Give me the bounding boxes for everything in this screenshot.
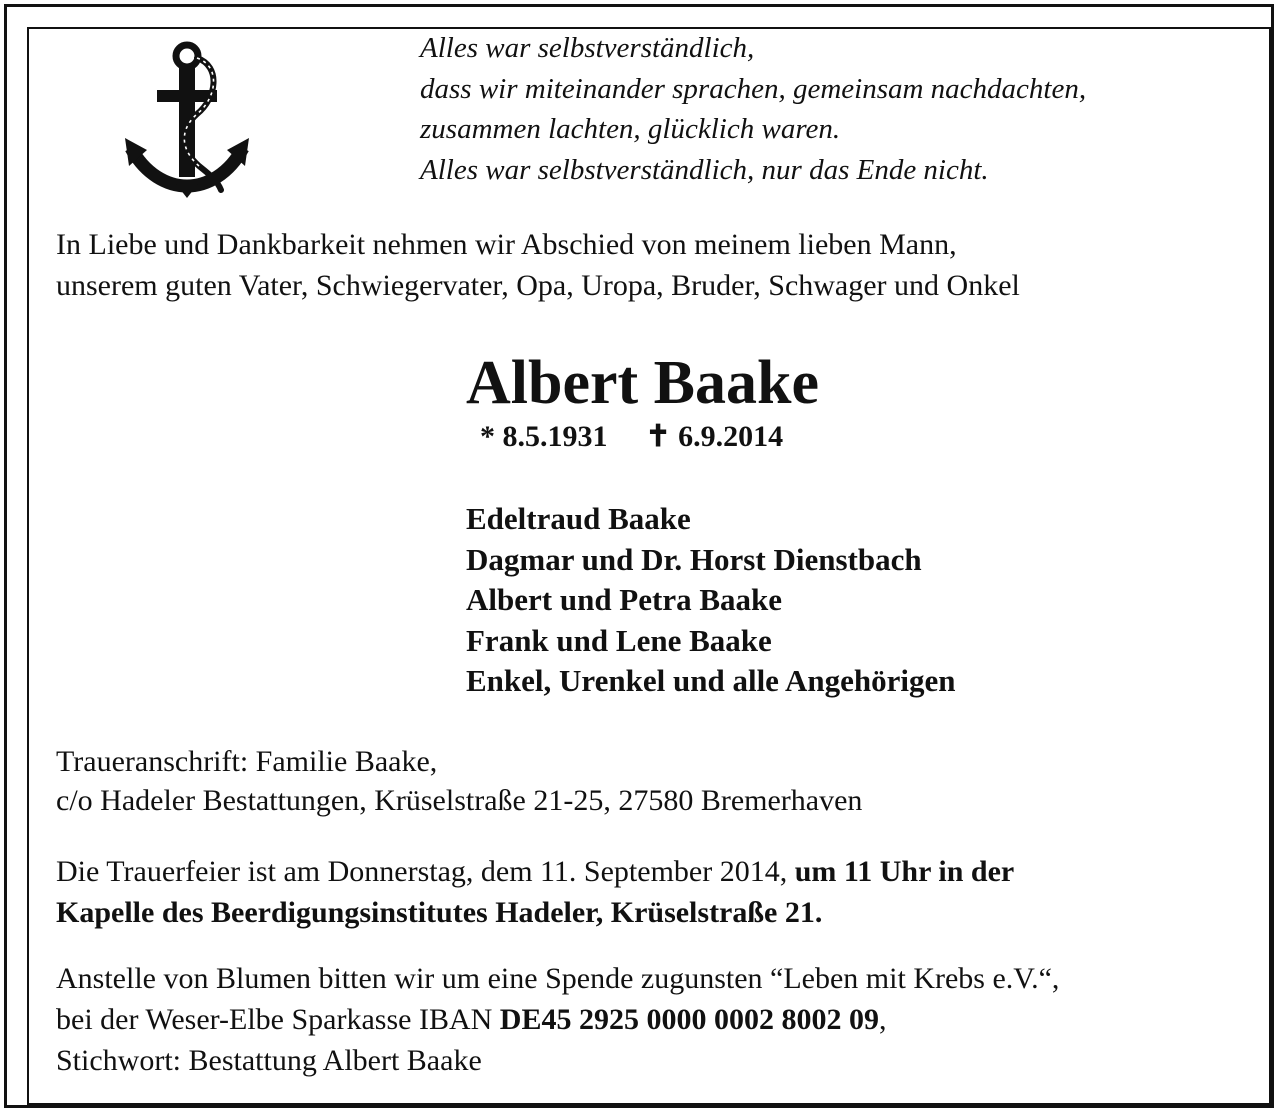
birth-date: * 8.5.1931 [480,420,608,453]
funeral-service-info [56,851,1014,933]
poem [420,28,1086,190]
poem-line: zusammen lachten, glücklich waren. [420,113,841,145]
bank-text: bei der Weser-Elbe Sparkasse IBAN [56,1003,500,1036]
service-date-text: Die Trauerfeier ist am Donnerstag, dem 11. September 2014, [56,855,795,888]
intro-line: In Liebe und Dankbarkeit nehmen wir Abschied von meinem lieben Mann, [56,228,957,261]
mourner: Frank und Lene Baake [466,622,772,658]
poem-line: Alles war selbstverständlich, [420,32,755,64]
life-dates [480,418,783,456]
intro-line: unserem guten Vater, Schwiegervater, Opa, Uropa, Bruder, Schwager und Onkel [56,269,1020,302]
donation-bank-line [56,999,1059,1040]
donation-info [56,958,1059,1081]
bank-line-end: , [878,1003,887,1036]
deceased-name: Albert Baake [466,349,820,417]
mourner: Edeltraud Baake [466,501,691,536]
address-line: c/o Hadeler Bestattungen, Krüselstraße 21-25, 27580 Bremerhaven [56,784,863,817]
death-date: ✝ 6.9.2014 [645,420,784,453]
anchor-icon [125,40,249,198]
service-location-text: Kapelle des Beerdigungsinstitutes Hadeler, Krüselstraße 21. [56,896,823,929]
iban: DE45 2925 0000 0002 8002 09 [499,1003,879,1036]
mourner: Dagmar und Dr. Horst Dienstbach [466,541,922,577]
mourner: Albert und Petra Baake [466,582,783,617]
service-line [56,851,1014,892]
poem-line: dass wir miteinander sprachen, gemeinsam nachdachten, [420,72,1087,105]
mourners-list [466,499,955,702]
donation-keyword: Stichwort: Bestattung Albert Baake [56,1044,482,1077]
mourner: Enkel, Urenkel und alle Angehörigen [466,663,956,698]
service-time-text: um 11 Uhr in der [794,855,1015,888]
intro-text [56,224,1020,306]
poem-line: Alles war selbstverständlich, nur das Ende nicht. [420,153,989,186]
donation-line: Anstelle von Blumen bitten wir um eine Spende zugunsten “Leben mit Krebs e.V.“, [56,962,1060,995]
address-line: Traueranschrift: Familie Baake, [56,745,438,778]
mourning-address [56,742,862,820]
